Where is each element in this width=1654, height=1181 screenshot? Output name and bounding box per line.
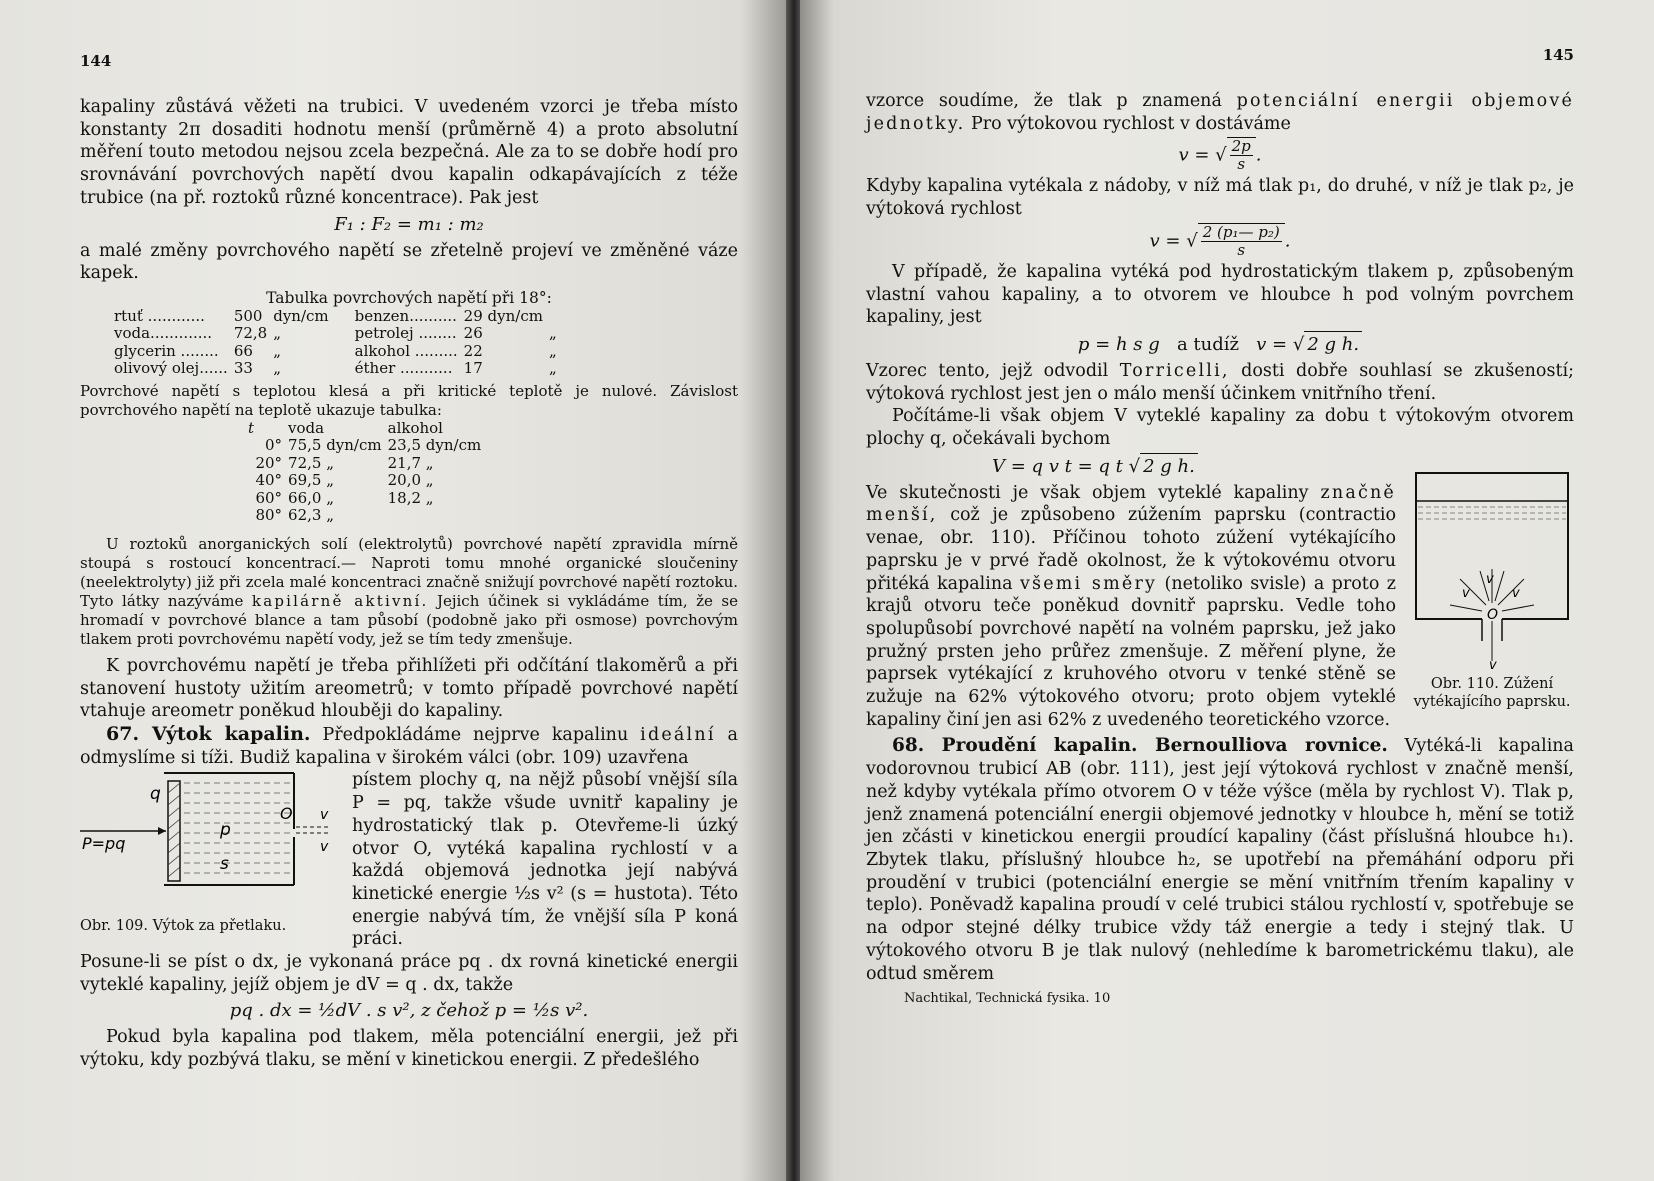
formula: pq . dx = ½dV . s v², z čehož p = ½s v². [229,1000,589,1022]
formula: F₁ : F₂ = m₁ : m₂ [334,213,484,235]
section-heading: 67. Výtok kapalin. [106,723,311,746]
formula: V = q v t = q t √ 2 g h. [866,453,1396,480]
section-67: 67. Výtok kapalin. Předpokládáme nejprve kapalinu ideální a odmyslíme si tíži. Budiž kapalina v širokém válci (obr. 109) uzavřena [80,723,738,768]
table-row: 80° 62,3 „ [255,506,334,525]
label-v: v [320,839,329,856]
page-number: 144 [80,52,112,70]
figure-109 [80,769,338,951]
paragraph: U roztoků anorganických solí (elektrolytů) povrchové napětí zpravidla mírně stoupá s rostoucí koncentrací.— Naproti tomu mnohé organické sloučeniny (neelektrolyty) již při zcela malé koncentraci značně snižují povrchové napětí roztoku. Tyto látky nazýváme kapilárně aktivní. Jejich účinek si vykládáme tím, že se hromadí v povrchové blance a tam působí (podobně jako při osmose) povrchovým tlakem proti povrchovému napětí vody, jež se tím tedy zmenšuje. [80,534,738,648]
label-o: O [1487,606,1499,623]
temperature-table [248,420,487,525]
section-68: 68. Proudění kapalin. Bernoulliova rovnice. Vytéká-li kapalina vodorovnou trubicí AB (obr. 111), jest její výtoková rychlost v značně menší, než kdyby vytékala přímo otvorem O v téže výšce (měla by rychlost V). Tlak p, jenž znamená potenciální energii objemové jednotky v hloubce h, mění se totiž jen zčásti v kinetickou energii proudící kapaliny (část příslušná hloubce h₁). Zbytek tlaku, příslušný hloubce h₂, se upotřebí na přemáhání odporu při proudění v trubici (potenciální energie se mění vnitřním třením kapaliny v teplo). Poněvadž kapalina proudí v celé trubici stálou rychlostí v, spotřebuje se na odpor stejné délky trubice vždy táž energie a tedy i stejný tlak. U výtokového otvoru B je tlak nulový (nehledíme k barometrickému tlaku), ale odtud směrem [866,735,1574,984]
paragraph: Povrchové napětí s teplotou klesá a při kritické teplotě je nulové. Závislost povrchového napětí na teplotě ukazuje tabulka: [80,381,738,419]
table-row: 60° 66,0 „ 18,2 „ [255,488,434,507]
surface-tension-table [114,308,563,378]
table-row: 20° 72,5 „ 21,7 „ [255,453,434,472]
page-footer: Nachtikal, Technická fysika. 10 [904,991,1111,1007]
paragraph: pístem plochy q, na nějž působí vnější síla P = pq, takže všude uvnitř kapaliny je hydrostatický tlak p. Otevřeme-li úzký otvor O, vytéká kapalina rychlostí v a každá objemová jednotka její nabývá kinetické energie ½s v² (s = hustota). Této energie nabývá tím, že vnější síla P koná práci. [352,770,738,950]
label-q: q [150,784,161,805]
table-row: 40° 69,5 „ 20,0 „ [255,471,434,490]
formula: v = √ $\frac{\text{2 (p₁— p₂)}}{s}$ . [1149,222,1291,259]
label-force: P=pq [82,834,126,854]
paragraph: a malé změny povrchového napětí se zřetelně projeví ve změněné váze kapek. [80,240,738,284]
label-o: O [280,804,293,824]
figure-110-block [866,451,1574,732]
paragraph: kapaliny zůstává věžeti na trubici. V uvedeném vzorci je třeba místo konstanty 2π dosaditi hodnotu menší (průměrně 4) a proto absolutní měření touto metodou nejsou zcela bezpečná. Ale za to se dobře hodí pro srovnávání povrchových napětí dvou kapalin odkapávajících z téže trubice (na př. roztoků různé koncentrace). Pak jest [80,97,738,208]
label-p: p [220,820,231,841]
label-s: s [220,854,229,875]
figure-110 [1410,451,1574,732]
label-v: v [1489,657,1497,671]
table-row: voda............. 72,8 „ petrolej ........ 26 „ [114,324,557,343]
right-page [800,0,1654,1181]
table-section [80,289,738,649]
table-row: glycerin ........ 66 „ alkohol ......... 22 „ [114,341,557,360]
formula: p = h s g a tudíž v = √ 2 g h. [866,331,1574,358]
figure-109-block [80,769,738,951]
paragraph: K povrchovému napětí je třeba přihlížeti při odčítání tlakoměrů a při stanovení hustoty užitím areometrů; v tomto případě povrchové napětí vtahuje areometr poněkud hlouběji do kapaliny. [80,655,738,722]
paragraph: Posune-li se píst o dx, je vykonaná práce pq . dx rovná kinetické energii vyteklé kapaliny, jejíž objem je dV = q . dx, takže [80,952,738,995]
paragraph: V případě, že kapalina vytéká pod hydrostatickým tlakem p, způsobeným vlastní vahou kapaliny, a to otvorem ve hloubce h pod volným povrchem kapaliny, jest [866,261,1574,328]
label-v: v [320,807,329,824]
table-row: rtuť ............ 500 dyn/cm benzen.......... 29 dyn/cm [114,306,543,325]
paragraph: Pokud byla kapalina pod tlakem, měla potenciální energii, jež při výtoku, kdy pozbývá tlaku, se mění v kinetickou energii. Z předešlého [80,1027,738,1071]
label-v: v [1462,585,1470,601]
vena-contracta-diagram [1410,471,1574,671]
paragraph: Ve skutečnosti je však objem vyteklé kapaliny značně menší, což je způsobeno zúžením paprsku (contractio venae, obr. 110). Příčinou tohoto zúžení vytékajícího paprsku je v prvé řadě okolnost, že k výtokovému otvoru přitéká kapalina všemi směry (netoliko svisle) a proto z krajů otvoru teče poněkud dovnitř paprsku. Vedle toho spolupůsobí povrchové napětí na volném paprsku, jež jako pružný prsten jeho průřez zmenšuje. Z měření plyne, že paprsek vytékající z kruhového otvoru v tenké stěně se zužuje na 62% výtokového otvoru; proto objem vyteklé kapaliny činí jen asi 62% z uvedeného teoretického vzorce. [866,482,1396,730]
label-v: v [1486,571,1494,587]
paragraph: Vzorec tento, jejž odvodil Torricelli, dosti dobře souhlasí se zkušeností; výtoková rychlost jest jen o málo menší účinkem vnitřního tření. [866,360,1574,404]
page-number: 145 [1542,46,1574,64]
figure-caption: Obr. 110. Zúžení vytékajícího paprsku. [1413,675,1571,710]
paragraph: Počítáme-li však objem V vyteklé kapaliny za dobu t výtokovým otvorem plochy q, očekávali bychom [866,406,1574,450]
paragraph: vzorce soudíme, že tlak p znamená potenciální energii objemové jednotky. Pro výtokovou rychlost v dostáváme [866,91,1574,134]
table-row: 0° 75,5 dyn/cm 23,5 dyn/cm [264,436,482,455]
left-page [0,0,788,1181]
paragraph: Kdyby kapalina vytékala z nádoby, v níž má tlak p₁, do druhé, v níž je tlak p₂, je výtoková rychlost [866,176,1574,220]
section-heading: 68. Proudění kapalin. Bernoulliova rovnice. [892,735,1388,757]
table-header-row: t voda alkohol [248,418,443,437]
piston-vessel-diagram [80,769,338,909]
label-v: v [1512,585,1520,601]
figure-caption: Obr. 109. Výtok za přetlaku. [80,918,287,935]
formula: v = √ $\frac{2p}{s}$ . [1178,137,1262,174]
table-row: olivový olej...... 33 „ éther ........... 17 „ [114,359,557,378]
table-title: Tabulka povrchových napětí při 18°: [266,288,552,307]
